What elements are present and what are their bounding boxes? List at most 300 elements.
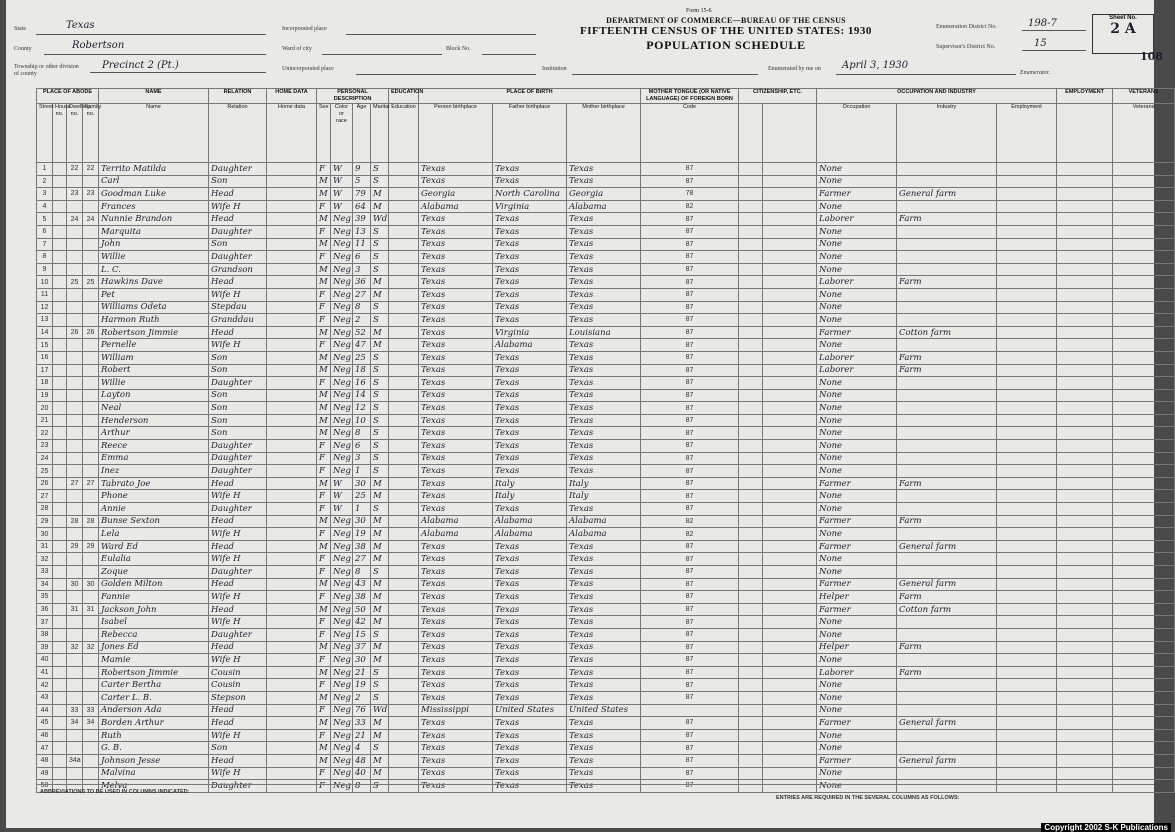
- group-occupation: OCCUPATION AND INDUSTRY: [817, 89, 1057, 104]
- cell-blank: [267, 628, 317, 641]
- cell-blank: [739, 641, 763, 654]
- cell-blank: [53, 641, 67, 654]
- cell-ind: [897, 490, 997, 503]
- table-row: [37, 704, 1175, 717]
- cell-code: 87: [641, 263, 739, 276]
- cell-blank: [997, 641, 1057, 654]
- cell-mo: Texas: [567, 754, 641, 767]
- cell-ind: [897, 691, 997, 704]
- cell-blank: [997, 767, 1057, 780]
- cell-blank: [1113, 440, 1175, 453]
- cell-mo: Texas: [567, 654, 641, 667]
- cell-b: Texas: [419, 402, 493, 415]
- cell-blank: [1057, 490, 1113, 503]
- cell-code: 87: [641, 717, 739, 730]
- cell-blank: [997, 603, 1057, 616]
- cell-race: Neg: [331, 326, 353, 339]
- cell-mar: M: [371, 717, 389, 730]
- cell-mar: S: [371, 679, 389, 692]
- cell-f: [83, 553, 99, 566]
- unincorporated-label: Unincorporated place: [282, 66, 334, 72]
- cell-blank: [763, 301, 817, 314]
- cell-d: [67, 263, 83, 276]
- county-value: Robertson: [72, 40, 125, 51]
- cell-name: G. B.: [99, 742, 209, 755]
- cell-n: 26: [37, 477, 53, 490]
- cell-d: [67, 628, 83, 641]
- incorporated-label: Incorporated place: [282, 26, 327, 32]
- cell-ind: Cotton farm: [897, 603, 997, 616]
- cell-occ: None: [817, 452, 897, 465]
- cell-ind: [897, 503, 997, 516]
- cell-code: 87: [641, 163, 739, 176]
- cell-code: 87: [641, 780, 739, 793]
- cell-sex: F: [317, 616, 331, 629]
- cell-n: 13: [37, 314, 53, 327]
- cell-code: 87: [641, 616, 739, 629]
- cell-age: 30: [353, 654, 371, 667]
- cell-blank: [763, 364, 817, 377]
- cell-fa: Virginia: [493, 326, 567, 339]
- cell-blank: [763, 666, 817, 679]
- cell-blank: [389, 238, 419, 251]
- cell-blank: [763, 440, 817, 453]
- cell-mar: M: [371, 591, 389, 604]
- cell-fa: Texas: [493, 540, 567, 553]
- cell-code: 87: [641, 213, 739, 226]
- cell-sex: F: [317, 465, 331, 478]
- cell-fa: Texas: [493, 641, 567, 654]
- cell-occ: None: [817, 490, 897, 503]
- cell-blank: [267, 351, 317, 364]
- table-row: [37, 351, 1175, 364]
- cell-blank: [267, 490, 317, 503]
- cell-sex: F: [317, 654, 331, 667]
- cell-blank: [1057, 440, 1113, 453]
- cell-code: 87: [641, 477, 739, 490]
- group-personal: PERSONAL DESCRIPTION: [317, 89, 389, 104]
- cell-blank: [389, 490, 419, 503]
- cell-blank: [1057, 452, 1113, 465]
- table-row: [37, 628, 1175, 641]
- cell-blank: [997, 477, 1057, 490]
- cell-age: 12: [353, 402, 371, 415]
- department-line: DEPARTMENT OF COMMERCE—BUREAU OF THE CENSUS: [606, 16, 846, 25]
- table-row: [37, 414, 1175, 427]
- cell-f: [83, 200, 99, 213]
- cell-ind: General farm: [897, 188, 997, 201]
- cell-f: [83, 691, 99, 704]
- cell-age: 42: [353, 616, 371, 629]
- cell-rel: Wife H: [209, 200, 267, 213]
- cell-blank: [1057, 477, 1113, 490]
- cell-blank: [1113, 477, 1175, 490]
- cell-d: [67, 339, 83, 352]
- cell-blank: [53, 717, 67, 730]
- cell-ind: [897, 465, 997, 478]
- cell-d: [67, 767, 83, 780]
- cell-blank: [267, 288, 317, 301]
- cell-ind: [897, 288, 997, 301]
- cell-age: 30: [353, 515, 371, 528]
- copyright-notice: Copyright 2002 S-K Publications: [1041, 823, 1171, 832]
- cell-n: 38: [37, 628, 53, 641]
- column-header: Street: [37, 104, 53, 163]
- cell-f: 24: [83, 213, 99, 226]
- table-row: [37, 440, 1175, 453]
- cell-blank: [1113, 641, 1175, 654]
- cell-blank: [739, 364, 763, 377]
- cell-occ: None: [817, 339, 897, 352]
- cell-race: Neg: [331, 742, 353, 755]
- group-mother-tongue: MOTHER TONGUE (OR NATIVE LANGUAGE) OF FOREIGN BORN: [641, 89, 739, 104]
- cell-sex: M: [317, 326, 331, 339]
- cell-rel: Head: [209, 641, 267, 654]
- cell-blank: [267, 553, 317, 566]
- cell-fa: Texas: [493, 616, 567, 629]
- cell-blank: [997, 389, 1057, 402]
- cell-blank: [1057, 238, 1113, 251]
- cell-f: [83, 377, 99, 390]
- cell-blank: [389, 666, 419, 679]
- cell-sex: M: [317, 717, 331, 730]
- cell-occ: Farmer: [817, 754, 897, 767]
- cell-n: 34: [37, 578, 53, 591]
- cell-n: 15: [37, 339, 53, 352]
- cell-occ: Farmer: [817, 717, 897, 730]
- cell-blank: [267, 251, 317, 264]
- cell-ind: [897, 377, 997, 390]
- cell-mo: Texas: [567, 691, 641, 704]
- cell-n: 50: [37, 780, 53, 793]
- cell-blank: [997, 704, 1057, 717]
- enumerated-label: Enumerated by me on: [768, 66, 821, 72]
- cell-blank: [267, 691, 317, 704]
- cell-blank: [53, 578, 67, 591]
- cell-blank: [997, 351, 1057, 364]
- cell-blank: [763, 288, 817, 301]
- cell-race: Neg: [331, 616, 353, 629]
- cell-race: Neg: [331, 717, 353, 730]
- cell-rel: Wife H: [209, 654, 267, 667]
- cell-blank: [53, 540, 67, 553]
- cell-blank: [739, 465, 763, 478]
- cell-mar: M: [371, 490, 389, 503]
- cell-code: 87: [641, 427, 739, 440]
- cell-mar: M: [371, 200, 389, 213]
- cell-code: 87: [641, 767, 739, 780]
- cell-blank: [739, 326, 763, 339]
- cell-blank: [1113, 389, 1175, 402]
- cell-code: 87: [641, 666, 739, 679]
- cell-mar: S: [371, 301, 389, 314]
- cell-sex: F: [317, 729, 331, 742]
- cell-blank: [997, 402, 1057, 415]
- cell-blank: [997, 225, 1057, 238]
- cell-blank: [1057, 200, 1113, 213]
- cell-blank: [763, 704, 817, 717]
- cell-blank: [267, 263, 317, 276]
- cell-race: Neg: [331, 603, 353, 616]
- cell-blank: [997, 440, 1057, 453]
- cell-mo: Texas: [567, 780, 641, 793]
- cell-f: 28: [83, 515, 99, 528]
- cell-rel: Head: [209, 188, 267, 201]
- cell-d: [67, 566, 83, 579]
- cell-mo: Alabama: [567, 528, 641, 541]
- cell-b: Texas: [419, 301, 493, 314]
- cell-blank: [997, 490, 1057, 503]
- cell-mar: S: [371, 263, 389, 276]
- cell-blank: [267, 503, 317, 516]
- cell-blank: [53, 276, 67, 289]
- cell-blank: [763, 351, 817, 364]
- census-table: [36, 88, 1175, 793]
- cell-fa: Texas: [493, 767, 567, 780]
- cell-name: Willie: [99, 251, 209, 264]
- cell-blank: [763, 163, 817, 176]
- state-value: Texas: [66, 20, 95, 31]
- cell-f: [83, 414, 99, 427]
- cell-rel: Head: [209, 515, 267, 528]
- cell-mar: S: [371, 666, 389, 679]
- cell-f: [83, 566, 99, 579]
- cell-name: Golden Milton: [99, 578, 209, 591]
- cell-d: [67, 288, 83, 301]
- cell-fa: Alabama: [493, 339, 567, 352]
- cell-name: Tabrato Joe: [99, 477, 209, 490]
- cell-code: 87: [641, 251, 739, 264]
- cell-blank: [53, 326, 67, 339]
- cell-blank: [53, 628, 67, 641]
- cell-fa: Texas: [493, 566, 567, 579]
- cell-blank: [997, 540, 1057, 553]
- cell-b: Texas: [419, 754, 493, 767]
- cell-age: 14: [353, 389, 371, 402]
- cell-name: Frances: [99, 200, 209, 213]
- cell-name: Robertson Jimmie: [99, 326, 209, 339]
- cell-sex: F: [317, 780, 331, 793]
- cell-race: Neg: [331, 654, 353, 667]
- table-row: [37, 402, 1175, 415]
- cell-mo: Alabama: [567, 200, 641, 213]
- cell-n: 22: [37, 427, 53, 440]
- cell-blank: [1113, 666, 1175, 679]
- cell-n: 36: [37, 603, 53, 616]
- cell-b: Texas: [419, 742, 493, 755]
- cell-code: 87: [641, 591, 739, 604]
- cell-mo: Texas: [567, 225, 641, 238]
- cell-blank: [1113, 175, 1175, 188]
- cell-blank: [997, 188, 1057, 201]
- table-row: [37, 503, 1175, 516]
- cell-blank: [389, 465, 419, 478]
- cell-age: 11: [353, 238, 371, 251]
- cell-f: 30: [83, 578, 99, 591]
- cell-blank: [267, 314, 317, 327]
- cell-blank: [1113, 200, 1175, 213]
- cell-blank: [267, 540, 317, 553]
- cell-f: [83, 503, 99, 516]
- cell-blank: [739, 515, 763, 528]
- cell-name: Jackson John: [99, 603, 209, 616]
- cell-mar: S: [371, 452, 389, 465]
- cell-name: Mamie: [99, 654, 209, 667]
- cell-fa: Texas: [493, 729, 567, 742]
- cell-age: 38: [353, 540, 371, 553]
- cell-blank: [389, 729, 419, 742]
- group-citizenship: CITIZENSHIP, ETC.: [739, 89, 817, 104]
- entries-title: ENTRIES ARE REQUIRED IN THE SEVERAL COLUMNS AS FOLLOWS:: [776, 795, 960, 801]
- cell-occ: Farmer: [817, 188, 897, 201]
- cell-name: Carter Bertha: [99, 679, 209, 692]
- cell-age: 1: [353, 465, 371, 478]
- cell-blank: [389, 213, 419, 226]
- cell-blank: [997, 251, 1057, 264]
- cell-code: 87: [641, 314, 739, 327]
- cell-d: [67, 490, 83, 503]
- cell-b: Texas: [419, 377, 493, 390]
- cell-b: Texas: [419, 717, 493, 730]
- cell-blank: [739, 288, 763, 301]
- cell-mar: M: [371, 729, 389, 742]
- cell-blank: [997, 364, 1057, 377]
- cell-race: Neg: [331, 704, 353, 717]
- cell-blank: [53, 339, 67, 352]
- cell-age: 4: [353, 742, 371, 755]
- cell-fa: Texas: [493, 503, 567, 516]
- cell-b: Texas: [419, 679, 493, 692]
- cell-age: 8: [353, 780, 371, 793]
- cell-blank: [763, 628, 817, 641]
- cell-d: 22: [67, 163, 83, 176]
- cell-d: 23: [67, 188, 83, 201]
- cell-blank: [53, 175, 67, 188]
- cell-age: 48: [353, 754, 371, 767]
- cell-b: Texas: [419, 666, 493, 679]
- cell-blank: [53, 603, 67, 616]
- cell-race: Neg: [331, 276, 353, 289]
- table-row: [37, 578, 1175, 591]
- cell-blank: [997, 326, 1057, 339]
- cell-d: [67, 200, 83, 213]
- cell-code: 87: [641, 503, 739, 516]
- column-header: Age: [353, 104, 371, 163]
- cell-mo: Texas: [567, 288, 641, 301]
- cell-blank: [1113, 566, 1175, 579]
- cell-ind: [897, 263, 997, 276]
- ward-label: Ward of city: [282, 46, 312, 52]
- cell-blank: [53, 314, 67, 327]
- cell-ind: [897, 427, 997, 440]
- table-row: [37, 641, 1175, 654]
- cell-blank: [763, 490, 817, 503]
- table-row: [37, 477, 1175, 490]
- cell-occ: None: [817, 175, 897, 188]
- cell-sex: M: [317, 477, 331, 490]
- cell-blank: [53, 729, 67, 742]
- cell-blank: [53, 691, 67, 704]
- cell-b: Texas: [419, 490, 493, 503]
- cell-mar: M: [371, 616, 389, 629]
- cell-blank: [267, 654, 317, 667]
- cell-b: Texas: [419, 414, 493, 427]
- cell-blank: [739, 163, 763, 176]
- cell-name: Anderson Ada: [99, 704, 209, 717]
- cell-d: [67, 238, 83, 251]
- cell-blank: [389, 276, 419, 289]
- cell-code: 78: [641, 188, 739, 201]
- cell-blank: [1057, 175, 1113, 188]
- cell-age: 43: [353, 578, 371, 591]
- cell-sex: M: [317, 364, 331, 377]
- cell-code: 82: [641, 200, 739, 213]
- cell-blank: [997, 691, 1057, 704]
- cell-ind: Farm: [897, 351, 997, 364]
- cell-d: [67, 591, 83, 604]
- cell-rel: Son: [209, 364, 267, 377]
- cell-blank: [53, 490, 67, 503]
- cell-n: 21: [37, 414, 53, 427]
- cell-blank: [267, 515, 317, 528]
- cell-ind: [897, 200, 997, 213]
- cell-b: Texas: [419, 389, 493, 402]
- cell-fa: Texas: [493, 553, 567, 566]
- cell-mar: S: [371, 503, 389, 516]
- cell-sex: M: [317, 213, 331, 226]
- cell-rel: Son: [209, 427, 267, 440]
- cell-mar: M: [371, 767, 389, 780]
- cell-name: L. C.: [99, 263, 209, 276]
- cell-code: 87: [641, 238, 739, 251]
- cell-blank: [1113, 742, 1175, 755]
- cell-blank: [267, 666, 317, 679]
- cell-blank: [763, 175, 817, 188]
- cell-n: 46: [37, 729, 53, 742]
- cell-blank: [1057, 414, 1113, 427]
- cell-fa: Italy: [493, 490, 567, 503]
- cell-mar: S: [371, 175, 389, 188]
- cell-d: [67, 414, 83, 427]
- cell-occ: None: [817, 628, 897, 641]
- table-row: [37, 591, 1175, 604]
- cell-occ: Laborer: [817, 276, 897, 289]
- sd-label: Supervisor's District No.: [936, 44, 996, 50]
- cell-sex: F: [317, 528, 331, 541]
- cell-blank: [1057, 301, 1113, 314]
- cell-blank: [389, 540, 419, 553]
- cell-ind: Cotton farm: [897, 326, 997, 339]
- column-header: Relation: [209, 104, 267, 163]
- cell-mo: Texas: [567, 427, 641, 440]
- cell-blank: [997, 175, 1057, 188]
- cell-blank: [1113, 276, 1175, 289]
- cell-occ: None: [817, 553, 897, 566]
- cell-mar: S: [371, 780, 389, 793]
- cell-blank: [997, 616, 1057, 629]
- cell-blank: [267, 326, 317, 339]
- cell-occ: Farmer: [817, 515, 897, 528]
- cell-blank: [763, 326, 817, 339]
- cell-occ: None: [817, 263, 897, 276]
- cell-blank: [1113, 616, 1175, 629]
- cell-blank: [53, 288, 67, 301]
- cell-n: 17: [37, 364, 53, 377]
- cell-b: Texas: [419, 364, 493, 377]
- cell-fa: Texas: [493, 364, 567, 377]
- cell-d: 30: [67, 578, 83, 591]
- cell-occ: None: [817, 616, 897, 629]
